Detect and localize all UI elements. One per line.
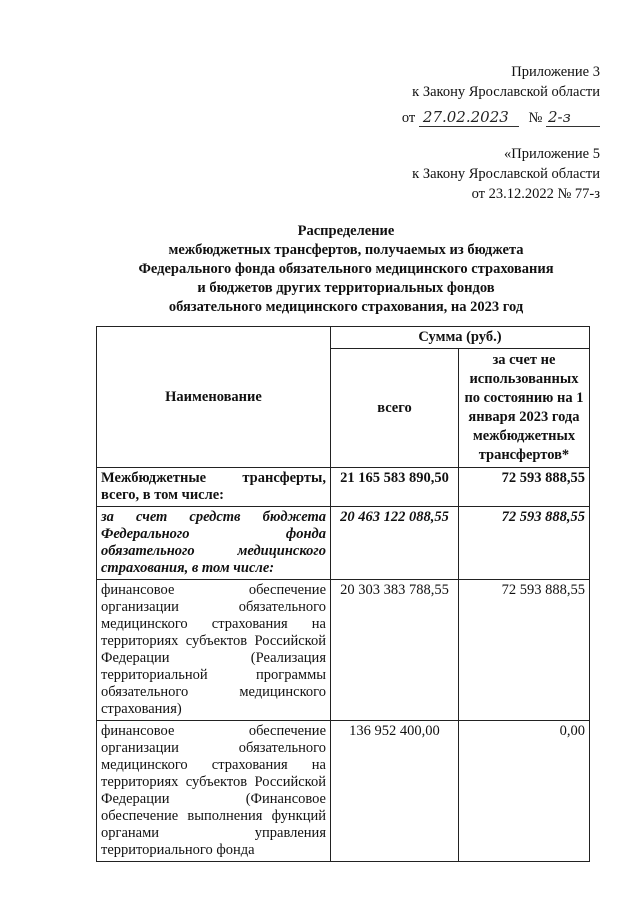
table-header-row <box>97 327 590 349</box>
document-title <box>60 222 632 317</box>
row-name: Межбюджетные трансферты, всего, в том числе: <box>97 468 331 507</box>
row-total: 20 303 383 788,55 <box>331 580 459 721</box>
row-unused: 0,00 <box>458 721 589 862</box>
handwritten-date: 27.02.2023 <box>419 109 519 127</box>
transfers-table <box>96 326 590 862</box>
prev-appendix-number: «Приложение 5 <box>504 146 600 162</box>
row-total: 136 952 400,00 <box>331 721 459 862</box>
title-line-4: и бюджетов других территориальных фондов <box>197 280 495 296</box>
table-row <box>97 468 590 507</box>
row-total: 20 463 122 088,55 <box>331 507 459 580</box>
appendix-date-line <box>402 108 600 128</box>
prev-appendix-law: к Закону Ярославской области <box>412 166 600 182</box>
row-unused: 72 593 888,55 <box>458 507 589 580</box>
title-line-1: Распределение <box>297 223 395 239</box>
table-row <box>97 580 590 721</box>
table-row <box>97 507 590 580</box>
row-unused: 72 593 888,55 <box>458 580 589 721</box>
column-header-sum: Сумма (руб.) <box>331 327 590 349</box>
row-total: 21 165 583 890,50 <box>331 468 459 507</box>
row-name: финансовое обеспечение организации обязательного медицинского страхования на территориях субъектов Российской Федерации (Финансовое обеспечение выполнения функций органами управления территориального фонда <box>97 721 331 862</box>
row-unused: 72 593 888,55 <box>458 468 589 507</box>
from-label: от <box>401 110 416 126</box>
row-name: за счет средств бюджета Федерального фонда обязательного медицинского страхования, в том числе: <box>97 507 331 580</box>
prev-appendix-date: от 23.12.2022 № 77-з <box>471 186 600 202</box>
title-line-3: Федерального фонда обязательного медицинского страхования <box>138 261 554 277</box>
table-row <box>97 721 590 862</box>
title-line-5: обязательного медицинского страхования, на 2023 год <box>168 299 524 315</box>
column-header-unused: за счет не использованных по состоянию на 1 января 2023 года межбюджетных трансфертов* <box>458 349 589 468</box>
title-line-2: межбюджетных трансфертов, получаемых из бюджета <box>168 242 524 258</box>
appendix-law: к Закону Ярославской области <box>412 84 600 100</box>
appendix-number: Приложение 3 <box>511 64 600 80</box>
handwritten-number: 2-з <box>546 109 600 127</box>
column-header-total: всего <box>331 349 459 468</box>
appendix-header <box>402 62 600 128</box>
column-header-name: Наименование <box>97 327 331 468</box>
number-label: № <box>528 110 543 126</box>
previous-appendix-header <box>412 144 600 204</box>
row-name: финансовое обеспечение организации обязательного медицинского страхования на территориях субъектов Российской Федерации (Реализация территориальной программы обязательного медицинского страхования) <box>97 580 331 721</box>
